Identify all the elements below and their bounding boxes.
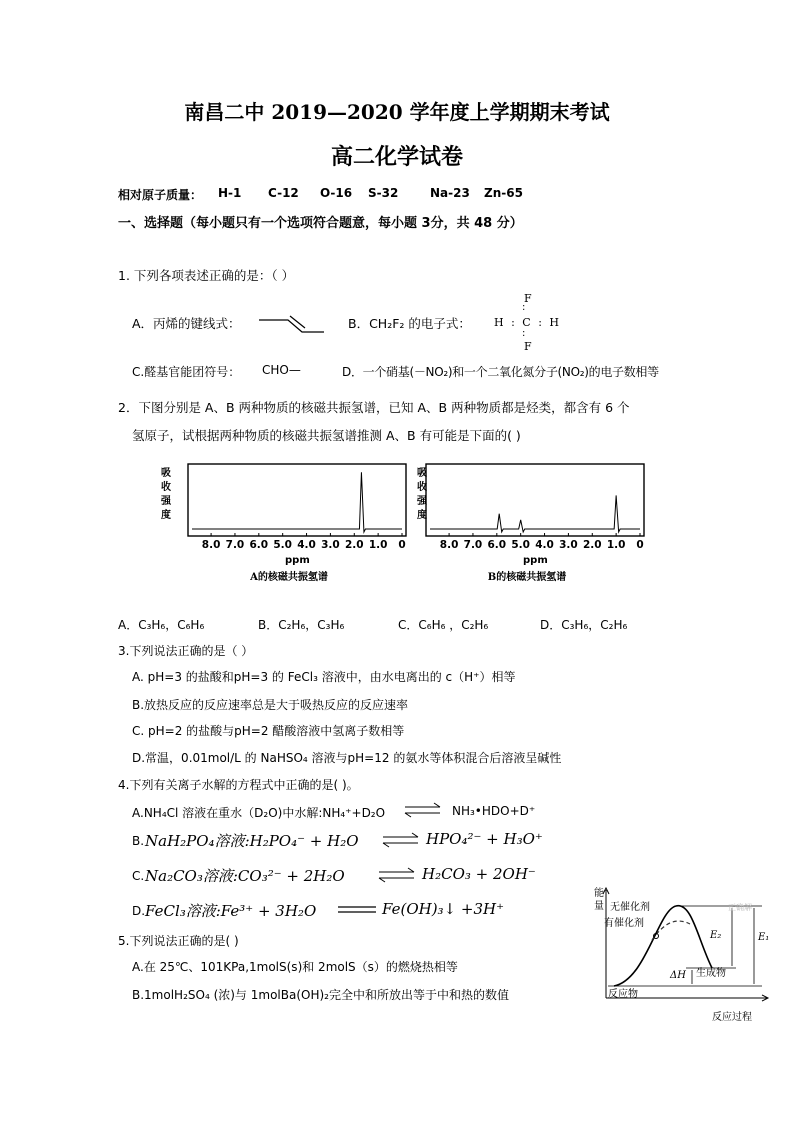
atomic-mass-o: O-16: [320, 186, 353, 200]
q4-option-c-rhs: H₂CO₃ + 2OH⁻: [422, 865, 536, 883]
atomic-mass-s: S-32: [368, 186, 399, 200]
ylabel-char: 强: [417, 496, 427, 507]
q4-option-d-prefix: D.: [132, 904, 146, 918]
ylabel-char: 度: [161, 510, 171, 521]
x-tick-label: 0: [398, 539, 406, 551]
e1-label: E₁: [758, 932, 770, 943]
x-tick-label: 1.0: [368, 539, 388, 551]
q4-option-b-rhs: HPO₄²⁻ + H₃O⁺: [426, 830, 543, 848]
q4-option-b-lhs: NaH₂PO₄溶液:H₂PO₄⁻ + H₂O: [145, 832, 359, 850]
q3-stem: 3.下列说法正确的是（ ）: [118, 644, 254, 658]
section-1-title: 一、选择题（每小题只有一个选项符合题意，每小题 3分，共 48 分）: [118, 216, 523, 231]
ylabel-char: 收: [161, 482, 171, 493]
with-catalyst-label: 有催化剂: [604, 918, 644, 929]
q3-option-b: B.放热反应的反应速率总是大于吸热反应的反应速率: [132, 698, 409, 712]
q1-option-c-formula: CHO—: [262, 363, 301, 377]
lewis-f-bottom: F: [524, 340, 532, 353]
x-tick-label: 4.0: [297, 539, 316, 551]
ylabel-char: 强: [161, 496, 171, 507]
chart-title: B的核磁共振氢谱: [487, 572, 567, 583]
equilibrium-arrow: [402, 802, 444, 818]
plot-frame: [188, 464, 406, 536]
atomic-mass-na: Na-23: [430, 186, 470, 200]
spectrum-a-svg: [150, 462, 410, 590]
q4-option-a: A.NH₄Cl 溶液在重水（D₂O)中水解:NH₄⁺+D₂O: [132, 806, 386, 820]
atomic-mass-label: 相对原子质量：: [118, 188, 203, 202]
spectrum-b-panel: [406, 462, 666, 594]
x-tick-label: 1.0: [606, 539, 626, 551]
propene-skeletal-formula: [256, 308, 328, 334]
q4-option-c-prefix: C.: [132, 869, 145, 883]
q5-option-a: A.在 25℃、101KPa,1molS(s)和 2molS（s）的燃烧热相等: [132, 960, 458, 974]
xlabel: ppm: [285, 555, 310, 566]
q3-option-d: D.常温，0.01mol/L 的 NaHSO₄ 溶液与pH=12 的氨水等体积混合后溶液呈碱性: [132, 751, 562, 765]
x-tick-label: 6.0: [249, 539, 269, 551]
x-tick-label: 7.0: [463, 539, 483, 551]
q2-option-a: A．C₃H₆，C₆H₆: [118, 618, 205, 632]
q1-stem: 1. 下列各项表述正确的是：（ ）: [118, 268, 295, 283]
equilibrium-arrow: [376, 867, 418, 883]
ylabel-char: 吸: [161, 468, 171, 479]
chart-title: A的核磁共振氢谱: [250, 572, 328, 583]
spectrum-b-svg: [406, 462, 666, 590]
x-tick-label: 2.0: [344, 539, 364, 551]
x-tick-label: 5.0: [511, 539, 530, 551]
lewis-dots-bottom: :: [522, 328, 526, 339]
q1-option-b: B．CH₂F₂ 的电子式：: [348, 316, 471, 331]
x-tick-label: 0: [636, 539, 644, 551]
x-tick-label: 8.0: [201, 539, 221, 551]
ylabel-char: 度: [417, 510, 427, 521]
q2-line-2: 氢原子，试根据两种物质的核磁共振氢谱推测 A、B 有可能是下面的( ): [132, 428, 521, 443]
xlabel: 反应过程: [712, 1012, 752, 1023]
q4-option-b-prefix: B.: [132, 834, 145, 848]
xlabel: ppm: [523, 555, 548, 566]
ylabel-char: 吸: [417, 468, 427, 479]
q5-stem: 5.下列说法正确的是( ): [118, 934, 239, 948]
q3-option-c: C. pH=2 的盐酸与pH=2 醋酸溶液中氢离子数相等: [132, 724, 405, 738]
q4-option-d-lhs: FeCl₃溶液:Fe³⁺ + 3H₂O: [145, 902, 317, 920]
e2-label: E₂: [710, 930, 722, 941]
product-label: 生成物: [696, 968, 726, 979]
atomic-mass-zn: Zn-65: [484, 186, 523, 200]
lewis-dots-top: :: [522, 302, 526, 313]
lewis-f-top: F: [524, 292, 532, 305]
plot-frame: [426, 464, 644, 536]
equilibrium-arrow: [380, 832, 422, 848]
q1-option-c-label: C.醛基官能团符号：: [132, 365, 241, 379]
q1-option-a: A．丙烯的键线式：: [132, 316, 241, 331]
x-tick-label: 3.0: [559, 539, 578, 551]
x-tick-label: 6.0: [487, 539, 507, 551]
atomic-mass-h: H-1: [218, 186, 242, 200]
exam-subtitle: 高二化学试卷: [330, 144, 463, 170]
double-line-equals: [336, 902, 380, 916]
q4-option-c-lhs: Na₂CO₃溶液:CO₃²⁻ + 2H₂O: [145, 867, 345, 885]
ylabel-char: 收: [417, 482, 427, 493]
q1-option-d: D．一个硝基(－NO₂)和一个二氧化氮分子(NO₂)的电子数相等: [342, 365, 659, 379]
x-tick-label: 5.0: [273, 539, 292, 551]
ylabel-char: 能: [594, 888, 604, 899]
lewis-mid-row: H : C : H: [494, 316, 562, 329]
x-tick-label: 8.0: [439, 539, 459, 551]
spectrum-a-panel: [150, 462, 410, 594]
watermark: 正确解: [728, 903, 752, 912]
q2-line-1: 2．下图分别是 A、B 两种物质的核磁共振氢谱，已知 A、B 两种物质都是烃类，都含有 6 个: [118, 400, 630, 415]
x-tick-label: 7.0: [225, 539, 245, 551]
q4-option-a-product: NH₃•HDO+D⁺: [452, 804, 536, 818]
ylabel-char: 量: [594, 901, 604, 912]
spectrum-baseline: [430, 495, 640, 532]
q4-option-d-rhs: Fe(OH)₃↓ +3H⁺: [382, 900, 505, 918]
energy-profile-diagram: [586, 880, 776, 1026]
x-tick-label: 3.0: [321, 539, 340, 551]
no-catalyst-label: 无催化剂: [610, 902, 650, 913]
x-tick-label: 2.0: [582, 539, 602, 551]
atomic-mass-c: C-12: [268, 186, 299, 200]
q2-option-d: D．C₃H₆，C₂H₆: [540, 618, 628, 632]
q2-option-b: B．C₂H₆，C₃H₆: [258, 618, 345, 632]
q2-option-c: C．C₆H₆ ，C₂H₆: [398, 618, 489, 632]
spectrum-baseline: [192, 472, 402, 532]
exam-title: 南昌二中 2019—2020 学年度上学期期末考试: [184, 100, 610, 124]
dh-label: ΔH: [670, 970, 686, 981]
reactant-label: 反应物: [608, 989, 638, 1000]
q4-stem: 4.下列有关离子水解的方程式中正确的是( )。: [118, 778, 359, 792]
q5-option-b: B.1molH₂SO₄ (浓)与 1molBa(OH)₂完全中和所放出等于中和热的数值: [132, 988, 509, 1002]
q3-option-a: A. pH=3 的盐酸和pH=3 的 FeCl₃ 溶液中，由水电离出的 c（H⁺）相等: [132, 670, 516, 684]
x-tick-label: 4.0: [535, 539, 554, 551]
